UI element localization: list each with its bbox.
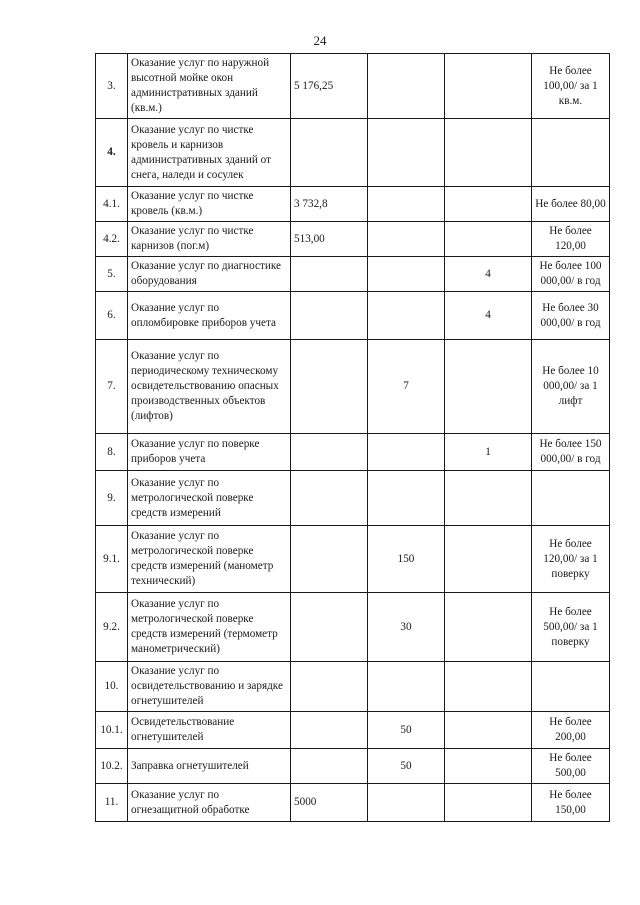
count-cell [445, 784, 532, 822]
table-row [96, 340, 610, 434]
service-description-cell: Оказание услуг по метрологической поверке средств измерений [128, 471, 291, 526]
row-number-cell: 9.1. [96, 526, 128, 593]
quantity-cell [368, 54, 445, 119]
service-description-cell: Оказание услуг по освидетельствованию и зарядке огнетушителей [128, 662, 291, 712]
row-number-cell: 8. [96, 434, 128, 471]
price-cell: Не более 200,00 [532, 712, 610, 749]
quantity-cell: 50 [368, 712, 445, 749]
volume-cell [291, 119, 368, 187]
row-number-cell: 6. [96, 292, 128, 340]
service-description-cell: Оказание услуг по метрологической поверке средств измерений (термометр манометрический) [128, 593, 291, 662]
service-description-cell: Оказание услуг по поверке приборов учета [128, 434, 291, 471]
price-cell: Не более 30 000,00/ в год [532, 292, 610, 340]
quantity-cell: 50 [368, 749, 445, 784]
row-number-cell: 10. [96, 662, 128, 712]
quantity-cell [368, 784, 445, 822]
count-cell [445, 749, 532, 784]
table-row [96, 526, 610, 593]
table-row [96, 662, 610, 712]
service-description-cell: Заправка огнетушителей [128, 749, 291, 784]
price-cell: Не более 80,00 [532, 187, 610, 222]
count-cell [445, 662, 532, 712]
row-number-cell: 5. [96, 257, 128, 292]
price-cell: Не более 150 000,00/ в год [532, 434, 610, 471]
price-cell: Не более 500,00 [532, 749, 610, 784]
table-row [96, 593, 610, 662]
price-cell [532, 471, 610, 526]
service-description-cell: Оказание услуг по чистке карнизов (пог.м) [128, 222, 291, 257]
count-cell [445, 712, 532, 749]
volume-cell [291, 749, 368, 784]
quantity-cell [368, 471, 445, 526]
quantity-cell [368, 119, 445, 187]
table-row [96, 749, 610, 784]
row-number-cell: 9. [96, 471, 128, 526]
quantity-cell: 150 [368, 526, 445, 593]
service-description-cell: Оказание услуг по чистке кровель (кв.м.) [128, 187, 291, 222]
count-cell: 4 [445, 292, 532, 340]
row-number-cell: 10.1. [96, 712, 128, 749]
count-cell [445, 593, 532, 662]
quantity-cell [368, 434, 445, 471]
price-cell [532, 662, 610, 712]
row-number-cell: 11. [96, 784, 128, 822]
row-number-cell: 7. [96, 340, 128, 434]
volume-cell: 5 176,25 [291, 54, 368, 119]
count-cell [445, 119, 532, 187]
row-number-cell: 4.1. [96, 187, 128, 222]
table-row [96, 222, 610, 257]
service-description-cell: Оказание услуг по метрологической поверке средств измерений (манометр технический) [128, 526, 291, 593]
table-row [96, 784, 610, 822]
volume-cell [291, 257, 368, 292]
count-cell [445, 340, 532, 434]
price-cell: Не более 100,00/ за 1 кв.м. [532, 54, 610, 119]
price-cell: Не более 150,00 [532, 784, 610, 822]
quantity-cell [368, 187, 445, 222]
service-description-cell: Оказание услуг по периодическому техническому освидетельствованию опасных производственных объектов (лифтов) [128, 340, 291, 434]
table-row [96, 187, 610, 222]
volume-cell: 513,00 [291, 222, 368, 257]
volume-cell [291, 662, 368, 712]
volume-cell [291, 292, 368, 340]
row-number-cell: 10.2. [96, 749, 128, 784]
volume-cell [291, 434, 368, 471]
table-row [96, 292, 610, 340]
price-cell: Не более 500,00/ за 1 поверку [532, 593, 610, 662]
count-cell [445, 187, 532, 222]
quantity-cell [368, 222, 445, 257]
volume-cell [291, 593, 368, 662]
volume-cell: 5000 [291, 784, 368, 822]
price-cell [532, 119, 610, 187]
row-number-cell: 4.2. [96, 222, 128, 257]
table-row [96, 434, 610, 471]
volume-cell [291, 526, 368, 593]
volume-cell [291, 471, 368, 526]
quantity-cell: 7 [368, 340, 445, 434]
count-cell [445, 526, 532, 593]
row-number-cell: 9.2. [96, 593, 128, 662]
count-cell [445, 54, 532, 119]
table-row [96, 119, 610, 187]
volume-cell [291, 340, 368, 434]
count-cell [445, 471, 532, 526]
service-description-cell: Оказание услуг по огнезащитной обработке [128, 784, 291, 822]
volume-cell [291, 712, 368, 749]
service-description-cell: Оказание услуг по опломбировке приборов учета [128, 292, 291, 340]
price-cell: Не более 10 000,00/ за 1 лифт [532, 340, 610, 434]
services-table [95, 53, 610, 822]
quantity-cell [368, 257, 445, 292]
table-row [96, 712, 610, 749]
quantity-cell [368, 662, 445, 712]
price-cell: Не более 100 000,00/ в год [532, 257, 610, 292]
price-cell: Не более 120,00 [532, 222, 610, 257]
price-cell: Не более 120,00/ за 1 поверку [532, 526, 610, 593]
service-description-cell: Оказание услуг по наружной высотной мойке окон административных зданий (кв.м.) [128, 54, 291, 119]
table-row [96, 54, 610, 119]
quantity-cell [368, 292, 445, 340]
row-number-cell: 4. [96, 119, 128, 187]
count-cell [445, 222, 532, 257]
row-number-cell: 3. [96, 54, 128, 119]
service-description-cell: Оказание услуг по чистке кровель и карнизов административных зданий от снега, наледи и сосулек [128, 119, 291, 187]
volume-cell: 3 732,8 [291, 187, 368, 222]
quantity-cell: 30 [368, 593, 445, 662]
service-description-cell: Освидетельствование огнетушителей [128, 712, 291, 749]
service-description-cell: Оказание услуг по диагностике оборудования [128, 257, 291, 292]
table-row [96, 471, 610, 526]
table-row [96, 257, 610, 292]
page-number: 24 [313, 33, 327, 48]
count-cell: 4 [445, 257, 532, 292]
count-cell: 1 [445, 434, 532, 471]
